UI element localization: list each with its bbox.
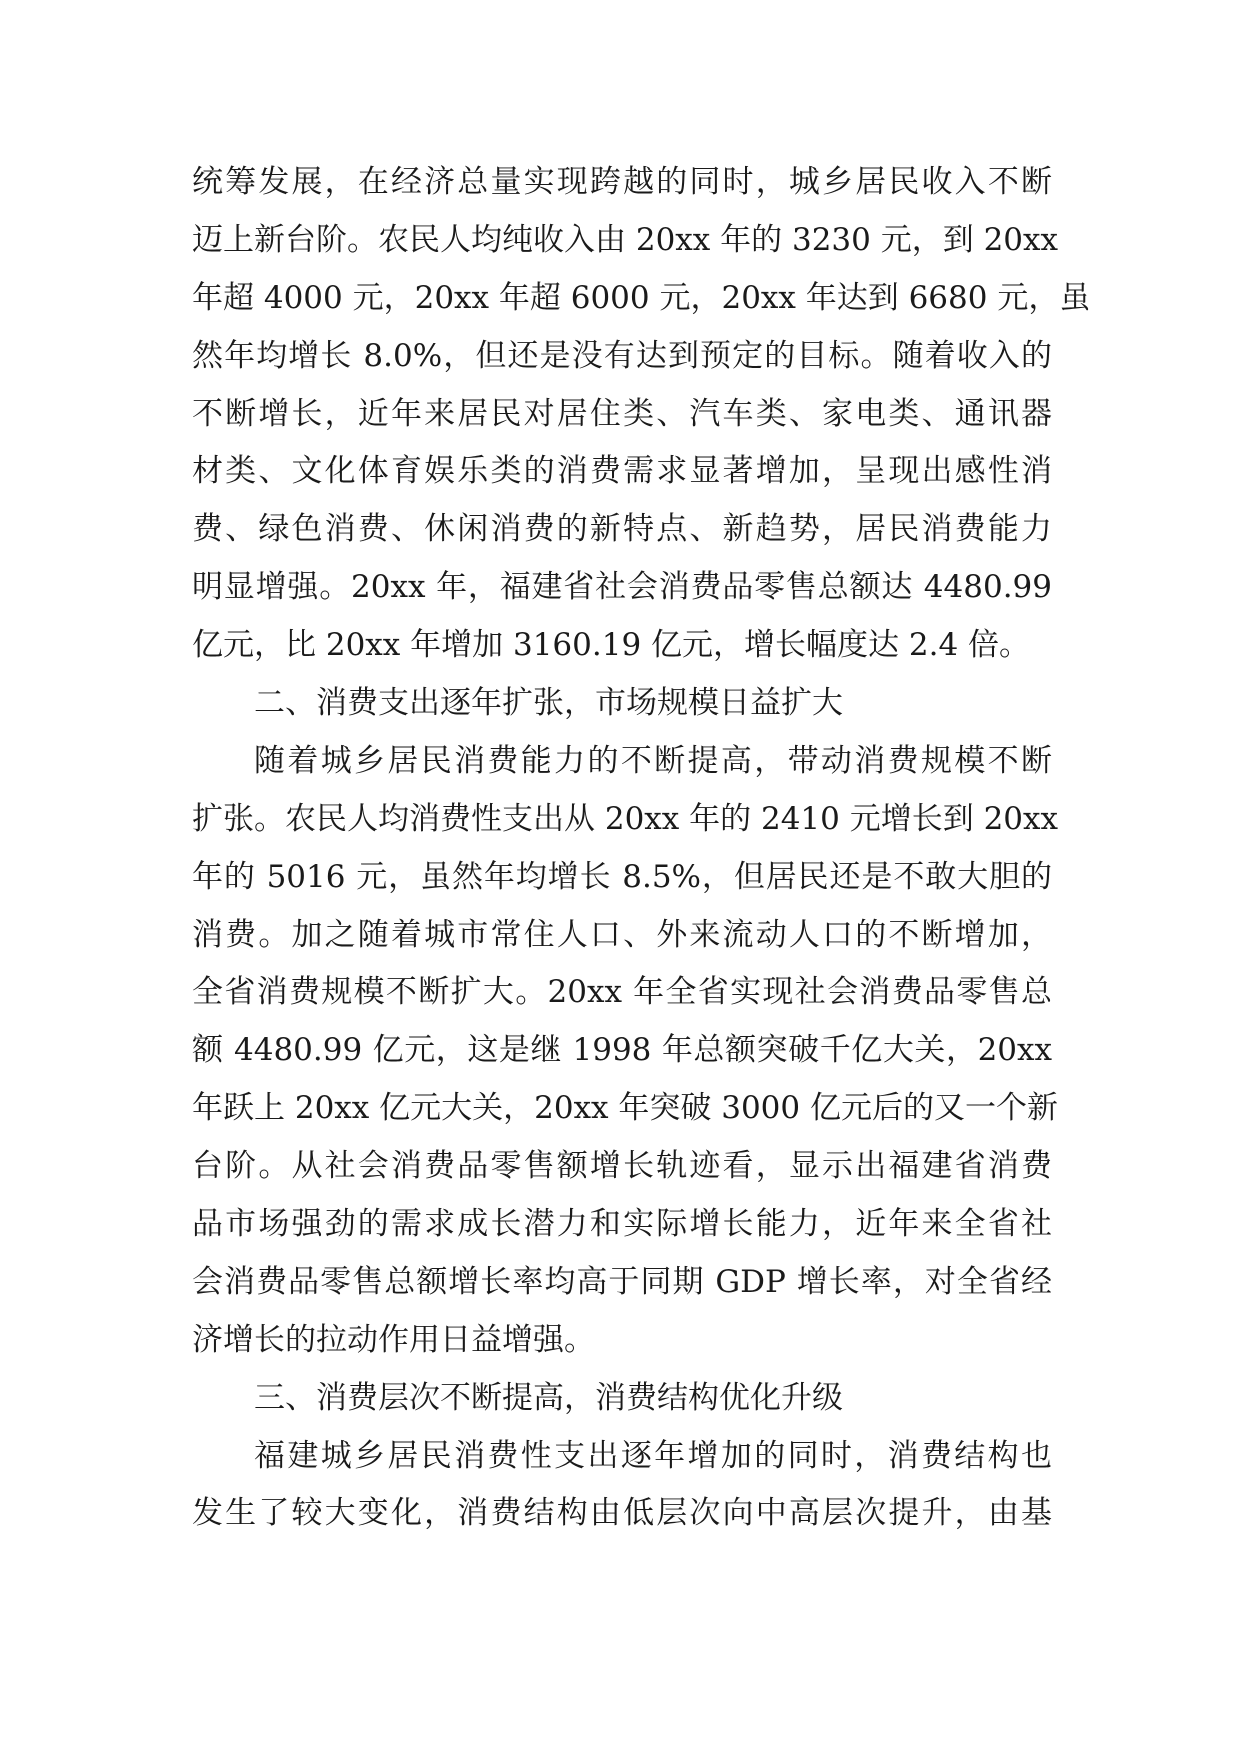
paragraph-line: 年的 5016 元，虽然年均增长 8.5%，但居民还是不敢大胆的 (192, 858, 1052, 895)
paragraph-line: 全省消费规模不断扩大。20xx 年全省实现社会消费品零售总 (192, 974, 1052, 1011)
paragraph-line: 品市场强劲的需求成长潜力和实际增长能力，近年来全省社 (192, 1206, 1052, 1243)
paragraph-line: 随着城乡居民消费能力的不断提高，带动消费规模不断 (254, 742, 1052, 779)
paragraph-line: 费、绿色消费、休闲消费的新特点、新趋势，居民消费能力 (192, 511, 1052, 548)
paragraph-line: 亿元，比 20xx 年增加 3160.19 亿元，增长幅度达 2.4 倍。 (192, 627, 1031, 664)
paragraph-line: 台阶。从社会消费品零售额增长轨迹看，显示出福建省消费 (192, 1148, 1052, 1185)
paragraph-line: 额 4480.99 亿元，这是继 1998 年总额突破千亿大关，20xx (192, 1032, 1052, 1069)
paragraph-line: 消费。加之随着城市常住人口、外来流动人口的不断增加， (192, 916, 1052, 953)
document-body (192, 154, 1091, 1543)
paragraph-line: 明显增强。20xx 年，福建省社会消费品零售总额达 4480.99 (192, 569, 1052, 606)
paragraph-line: 年跃上 20xx 亿元大关，20xx 年突破 3000 亿元后的又一个新 (192, 1090, 1058, 1127)
paragraph-line: 发生了较大变化，消费结构由低层次向中高层次提升，由基 (192, 1495, 1052, 1532)
paragraph-line: 迈上新台阶。农民人均纯收入由 20xx 年的 3230 元，到 20xx (192, 221, 1058, 258)
paragraph-line: 材类、文化体育娱乐类的消费需求显著增加，呈现出感性消 (192, 453, 1052, 490)
paragraph-line: 扩张。农民人均消费性支出从 20xx 年的 2410 元增长到 20xx (192, 800, 1058, 837)
paragraph-line: 统筹发展，在经济总量实现跨越的同时，城乡居民收入不断 (192, 164, 1052, 200)
paragraph-line: 然年均增长 8.0%，但还是没有达到预定的目标。随着收入的 (192, 337, 1052, 374)
paragraph-line: 福建城乡居民消费性支出逐年增加的同时，消费结构也 (254, 1437, 1052, 1474)
paragraph-line: 年超 4000 元，20xx 年超 6000 元，20xx 年达到 6680 元，虽 (192, 279, 1091, 316)
section-heading: 二、消费支出逐年扩张，市场规模日益扩大 (254, 685, 843, 722)
paragraph-line: 不断增长，近年来居民对居住类、汽车类、家电类、通讯器 (192, 395, 1052, 432)
section-heading: 三、消费层次不断提高，消费结构优化升级 (254, 1379, 843, 1416)
paragraph-line: 会消费品零售总额增长率均高于同期 GDP 增长率，对全省经 (192, 1263, 1052, 1300)
paragraph-line: 济增长的拉动作用日益增强。 (192, 1321, 595, 1358)
